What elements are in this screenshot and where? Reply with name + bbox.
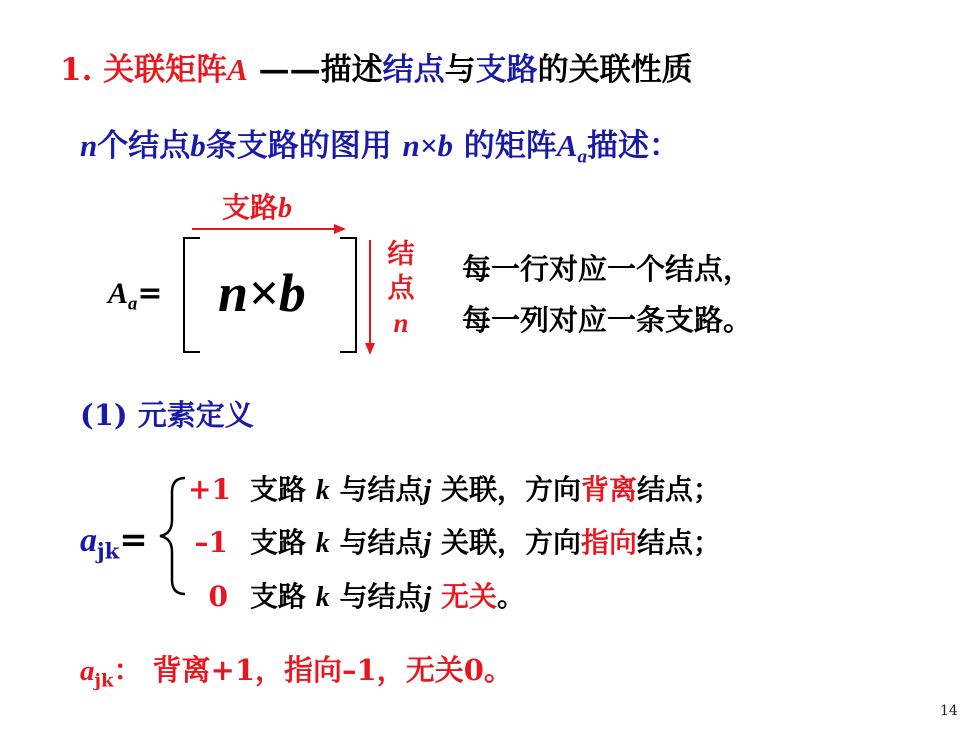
case-text: 关联，方向	[431, 526, 582, 559]
case-text: 结点；	[637, 473, 722, 506]
title-rest-a: 描述	[320, 52, 383, 88]
case-j: j	[423, 475, 432, 506]
matrix-right-bracket	[340, 238, 356, 352]
case-text: 支路	[250, 580, 316, 613]
case-j: j	[423, 528, 432, 559]
definition-lhs	[80, 520, 148, 563]
row-description: 每一行对应一个结点，	[462, 252, 753, 286]
title-rest-b: 与	[444, 52, 476, 88]
case-text: 与结点	[329, 526, 424, 559]
title-rest-c: 的关联性质	[537, 52, 693, 88]
case-k: k	[315, 582, 330, 613]
column-description: 每一列对应一条支路。	[462, 303, 753, 337]
aa-sub: a	[128, 293, 138, 315]
title-blue-a: 结点	[382, 52, 445, 88]
node-arrow	[365, 240, 375, 355]
summary-sub: jk	[94, 670, 114, 692]
summary-a: a	[80, 655, 95, 687]
definition-heading: (1) 元素定义	[80, 398, 254, 432]
line2-t4: 描述：	[587, 128, 681, 164]
line2-n: n	[80, 128, 98, 163]
title-blue-b: 支路	[475, 52, 538, 88]
left-brace	[160, 478, 185, 594]
aa-eq: =	[137, 276, 163, 311]
case-highlight: 背离	[581, 473, 638, 506]
case-row	[188, 521, 721, 561]
branch-symbol: b	[278, 193, 293, 224]
ajk-eq: =	[119, 520, 148, 560]
line2-a-sub: a	[577, 146, 588, 168]
case-highlight: 指向	[581, 526, 638, 559]
case-text: 与结点	[329, 473, 424, 506]
case-row	[188, 575, 525, 615]
line2-A: A	[556, 128, 578, 163]
matrix-left-bracket	[184, 238, 200, 352]
branch-label-text: 支路	[222, 191, 279, 224]
case-k: k	[315, 528, 330, 559]
ajk-a: a	[80, 522, 97, 559]
node-symbol: n	[393, 308, 409, 338]
case-text	[431, 580, 441, 613]
case-k: k	[315, 475, 330, 506]
line2-t1: 个结点	[97, 128, 191, 164]
case-highlight: 无关	[441, 580, 498, 613]
line2-nxb: n×b	[402, 128, 453, 163]
line2-t3: 的矩阵	[452, 128, 557, 164]
title-number: 1.	[60, 52, 93, 88]
node-label	[384, 238, 418, 340]
case-j: j	[423, 582, 432, 613]
ajk-sub: jk	[97, 538, 120, 564]
title-dash: ——	[247, 52, 321, 88]
case-value: –1	[194, 526, 228, 559]
matrix-lhs	[108, 276, 162, 316]
title-red-part: 关联矩阵	[103, 52, 228, 88]
line2-t2: 条支路的图用	[205, 128, 403, 164]
case-value: +1	[188, 473, 231, 506]
node-label-char-1: 结	[387, 239, 415, 270]
case-text: 与结点	[329, 580, 424, 613]
case-text: 支路	[250, 526, 316, 559]
line2-b: b	[190, 128, 206, 163]
aa-A: A	[108, 277, 129, 310]
case-row	[188, 468, 721, 508]
node-label-char-2: 点	[387, 273, 415, 304]
page-number: 14	[940, 703, 958, 719]
summary-text: ： 背离+1，指向–1，无关0。	[113, 653, 513, 687]
branch-arrow	[192, 224, 346, 234]
case-text: 。	[497, 580, 526, 613]
case-text: 关联，方向	[431, 473, 582, 506]
case-text: 支路	[250, 473, 316, 506]
matrix-content: n×b	[218, 263, 306, 323]
case-text: 结点；	[637, 526, 722, 559]
summary-line	[80, 648, 513, 691]
case-value: 0	[208, 580, 228, 613]
title-red-symbol: A	[227, 52, 248, 87]
